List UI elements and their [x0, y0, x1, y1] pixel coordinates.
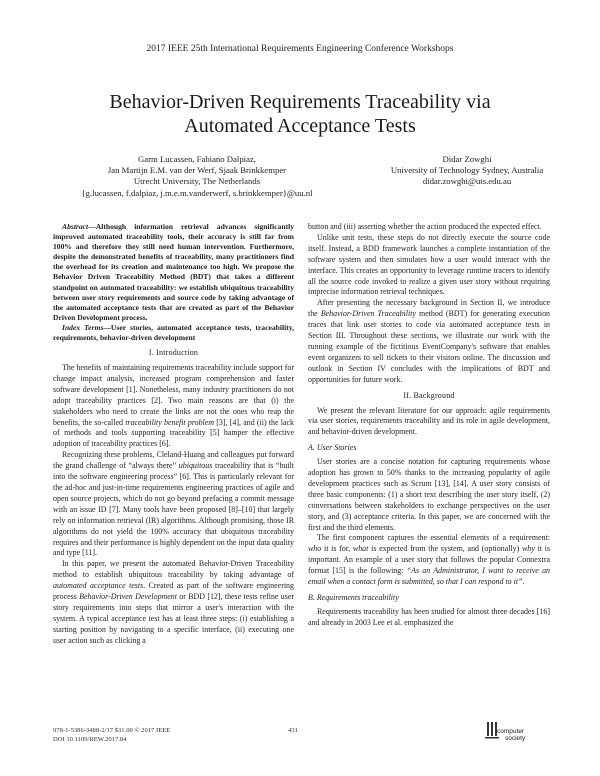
user-stories-paragraph-1: User stories are a concise notation for capturing requirements whose adoption has grown to 50% thanks to the increasing popularity of agile development practices such as Scrum [13], [14]. A user story consists of three basic components: (1) a short text describing the user story itself, (2) conversations between stakeholders to exchange perspectives on the user story, and (3) acceptance criteria. In this paper, we are concerned with the first and the third elements.	[308, 457, 550, 532]
intro-paragraph-2	[53, 450, 294, 559]
footer-doi: DOI 10.1109/REW.2017.84	[53, 736, 127, 743]
intro-paragraph-3	[53, 559, 294, 646]
logo-line-2: society	[505, 734, 526, 742]
paper-title	[40, 90, 560, 138]
author-affiliation: Utrecht University, The Netherlands	[133, 176, 261, 187]
author-affiliation-uts: University of Technology Sydney, Australia	[390, 165, 544, 176]
emphasis: why	[522, 544, 535, 554]
computer-society-logo	[482, 720, 552, 748]
emphasis: ubiquitous	[178, 461, 213, 471]
conference-header: 2017 IEEE 25th International Requirements Engineering Conference Workshops	[146, 44, 454, 54]
page-number: 431	[288, 727, 298, 734]
index-terms	[53, 323, 294, 343]
example-user-story: “As an Administrator, I want to receive an email when a contact form is submitted, so that I can respond to it”.	[308, 566, 551, 587]
author-email-uts: didar.zowghi@uts.edu.au	[422, 176, 512, 187]
subsection-heading-user-stories: A. User Stories	[308, 443, 357, 453]
section-heading-background: II. Background	[403, 390, 455, 400]
authors-left	[66, 154, 328, 199]
text: method (BDT) for generating execution traces that link user stories to code via automated acceptance tests in Section III. Throughout these sections, we illustrate our work with the running example of the fictitious EventCompany's software that enables event organizers to sell tickets to their visitors online. The discussion and outlook in Section IV concludes with the implications of BDT and opportunities for future work.	[308, 309, 551, 384]
abstract	[53, 222, 294, 323]
text: In this paper, we present the automated Behavior-Driven Traceability method to establish ubiquitous traceability by taking advantage of	[53, 559, 294, 580]
author-names-2: Jan Martijn E.M. van der Werf, Sjaak Brinkkemper	[107, 165, 287, 176]
intro-paragraph-4: Unlike unit tests, these steps do not directly execute the source code itself. Instead, a BDD framework launches a complete instantiation of the software system and then simulates how a user would interact with the interface. This creates an opportunity to leverage runtime tracers to identify all the source code invoked to realize a given user story without requiring imprecise information retrieval techniques.	[308, 232, 550, 297]
text: traceability that is “built into the software engineering process” [6]. This is particularly relevant for the ad-hoc and just-in-time requirements engineering practices of agile and open source projects, which do not go beyond prefacing a commit message with an issue ID [7]. Many tools have been proposed [8]–[10] that largely rely on information retrieval (IR) algorithms. Although promising, those IR algorithms do not yield the 100% accuracy that ubiquitous traceability requires and their performance is highly dependent on the input data quality and type [11].	[53, 461, 295, 558]
text: is expected from the system, and (optionally)	[371, 544, 520, 554]
text: The first component captures the essential elements of a requirement:	[317, 533, 550, 543]
index-terms-label: Index Terms—	[62, 322, 111, 332]
index-terms-text: User stories, automated acceptance tests, traceability, requirements, behavior-driven development	[53, 322, 294, 343]
text: Recognizing these problems, Cleland-Huang and colleagues put forward the grand challenge of “always there”	[53, 450, 294, 471]
emphasis: automated acceptance tests	[53, 581, 144, 591]
background-paragraph-1: We present the relevant literature for our approach: agile requirements via user stories, requirements traceability and its role in agile development, and behavior-driven development.	[308, 405, 550, 437]
left-column	[53, 222, 294, 647]
author-emails: {g.lucassen, f.dalpiaz, j.m.e.m.vanderwerf, s.brinkkemper}@uu.nl	[81, 187, 313, 198]
emphasis: what	[352, 544, 369, 554]
text: The benefits of maintaining requirements traceability include support for change impact analysis, increased program comprehension and faster software development [1]. Nonetheless, many industry practitioners do not adopt traceability practices [2]. Two main reasons are that (i) the stakeholders who need to create the links are not the ones who reap the benefits, the so-called	[53, 363, 294, 427]
text: it is important. An example of a user story that follows the popular Connextra format [15] is the following:	[308, 544, 551, 576]
text: After presenting the necessary background in Section II, we introduce the	[308, 298, 550, 319]
logo-line-1: computer	[497, 728, 525, 735]
emphasis: traceability benefit problem	[125, 417, 215, 427]
emphasis: who	[308, 544, 322, 554]
logo-text	[497, 729, 525, 742]
title-line-1: Behavior-Driven Requirements Traceability via	[109, 91, 491, 113]
text: or BDD [12], these tests refine user story requirements into steps that mirror a user's interaction with the system. A typical acceptance test has at least three steps: (i) establishing a starting position by navigating to a specific interface, (ii) executing one user action such as clicking a	[53, 592, 294, 645]
abstract-text: Although information retrieval advances significantly improved automated traceability tools, their accuracy is still far from 100% and therefore they still need human intervention. Furthermore, despite the demonstrated benefits of traceability, many practitioners find the overhead for its creation and maintenance too high. We propose the Behavior Driven Traceability Method (BDT) that takes a different standpoint on automated traceability: we establish ubiquitous traceability between user story requirements and source code by taking advantage of the automated acceptance tests that are created as part of the Behavior Driven Development process.	[53, 222, 294, 322]
subsection-heading-traceability: B. Requirements traceability	[308, 593, 399, 602]
intro-paragraph-1	[53, 363, 294, 450]
author-name-zowghi: Didar Zowghi	[442, 154, 492, 164]
text: [3], [4], and (ii) the lack of methods and tools supporting traceability [5] hamper the effective adoption of traceability practices [6].	[53, 417, 295, 449]
footer-identifiers	[53, 726, 170, 744]
intro-paragraph-5	[308, 298, 550, 385]
section-heading-introduction: I. Introduction	[148, 348, 199, 358]
user-stories-paragraph-2	[308, 533, 550, 588]
footer-isbn: 978-1-5386-3488-2/17 $31.00 © 2017 IEEE	[53, 727, 171, 734]
intro-paragraph-continued: button and (iii) asserting whether the action produced the expected effect.	[308, 222, 542, 231]
emphasis: Behavior-Driven Development	[79, 592, 177, 602]
abstract-label: Abstract—	[62, 222, 96, 231]
title-line-2: Automated Acceptance Tests	[184, 115, 416, 137]
author-names-1: Garm Lucassen, Fabiano Dalpiaz,	[138, 154, 256, 164]
right-column	[308, 222, 550, 629]
emphasis: Behavior-Driven Traceability	[320, 309, 416, 319]
text: it is for,	[324, 544, 351, 554]
authors-right	[372, 154, 562, 188]
traceability-paragraph-1: Requirements traceability has been studied for almost three decades [16] and already in 2003 Lee et al. emphasized the	[308, 606, 550, 627]
text: . Created as part of the software engineering process	[53, 581, 294, 602]
